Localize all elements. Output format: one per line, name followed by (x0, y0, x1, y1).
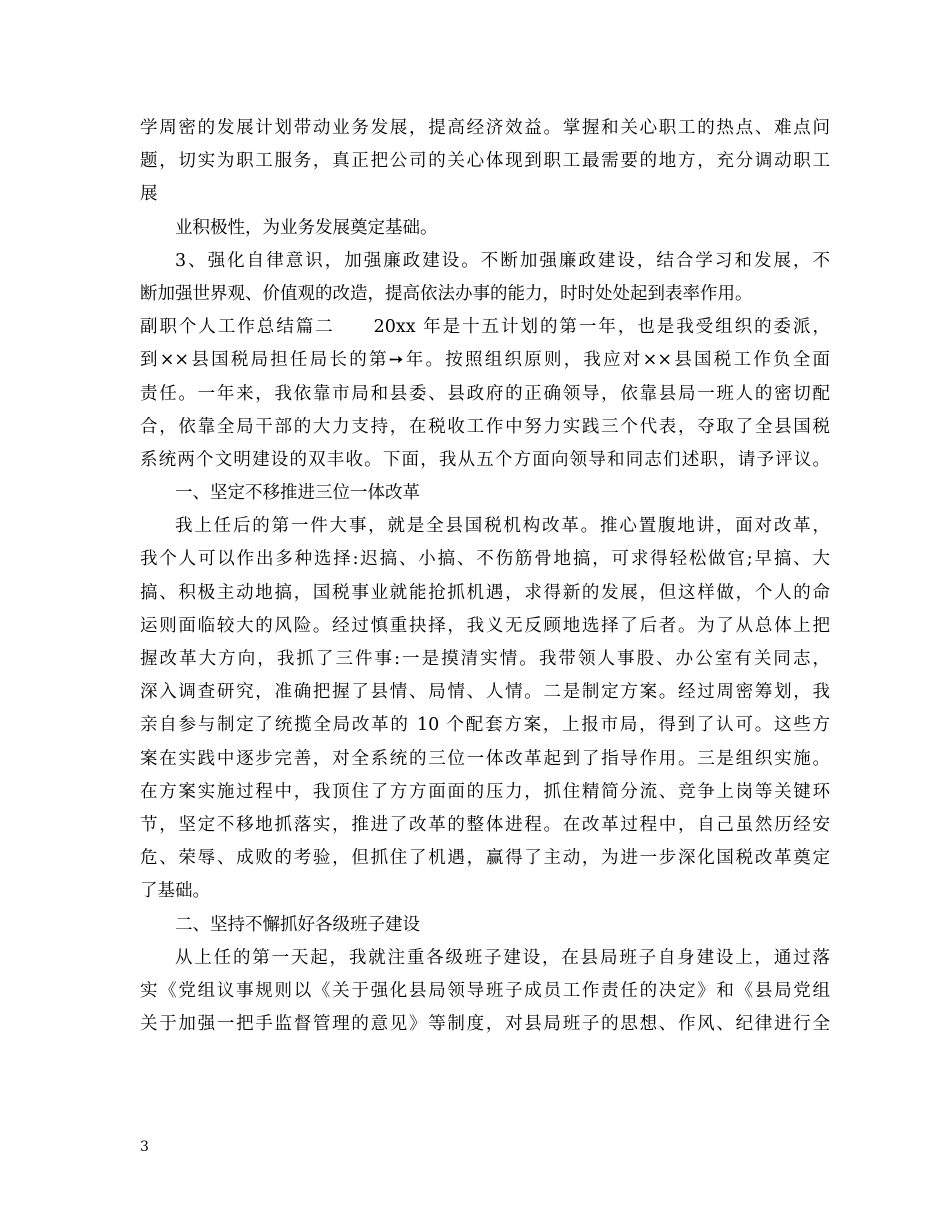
text-line: 了基础。 (140, 881, 210, 902)
text-line: 运则面临较大的风险。经过慎重抉择，我义无反顾地选择了后者。为了从总体上把 (140, 615, 830, 636)
text-line: 从上任的第一天起，我就注重各级班子建设，在县局班子自身建设上，通过落 (175, 947, 830, 968)
text-line: 责任。一年来，我依靠市局和县委、县政府的正确领导，依靠县局一班人的密切配 (140, 383, 830, 404)
text-line: 实《党组议事规则以《关于强化县局领导班子成员工作责任的决定》和《县局党组 (140, 980, 830, 1001)
text-line: 一、坚定不移推进三位一体改革 (175, 483, 420, 504)
page-number: 3 (140, 1139, 149, 1155)
text-line: 副职个人工作总结篇二 20xx 年是十五计划的第一年，也是我受组织的委派， (140, 317, 830, 338)
text-line: 搞、积极主动地搞，国税事业就能抢抓机遇，求得新的发展，但这样做，个人的命 (140, 582, 830, 603)
document-body (140, 112, 830, 1041)
text-line: 合，依靠全局干部的大力支持，在税收工作中努力实践三个代表，夺取了全县国税 (140, 416, 830, 437)
text-line: 学周密的发展计划带动业务发展，提高经济效益。掌握和关心职工的热点、难点问 (140, 118, 830, 138)
text-line: 节，坚定不移地抓落实，推进了改革的整体进程。在改革过程中，自己虽然历经安 (140, 814, 830, 835)
text-line: 握改革大方向，我抓了三件事:一是摸清实情。我带领人事股、办公室有关同志， (140, 649, 830, 669)
text-line: 系统两个文明建设的双丰收。下面，我从五个方面向领导和同志们述职，请予评议。 (140, 449, 830, 470)
text-line: 断加强世界观、价值观的改造，提高依法办事的能力，时时处处起到表率作用。 (140, 283, 753, 304)
text-line: 深入调查研究，准确把握了县情、局情、人情。二是制定方案。经过周密筹划，我 (140, 682, 830, 703)
text-line: 3、强化自律意识，加强廉政建设。不断加强廉政建设，结合学习和发展，不 (175, 250, 830, 271)
text-line: 我上任后的第一件大事，就是全县国税机构改革。推心置腹地讲，面对改革， (175, 516, 830, 537)
text-line: 到××县国税局担任局长的第➙年。按照组织原则，我应对××县国税工作负全面 (140, 350, 830, 371)
text-line: 二、坚持不懈抓好各级班子建设 (175, 914, 420, 935)
text-line: 案在实践中逐步完善，对全系统的三位一体改革起到了指导作用。三是组织实施。 (140, 748, 830, 769)
text-line: 业积极性，为业务发展奠定基础。 (175, 217, 438, 238)
text-line: 我个人可以作出多种选择:迟搞、小搞、不伤筋骨地搞，可求得轻松做官;早搞、大 (140, 549, 830, 570)
text-line: 展 (140, 184, 158, 205)
text-line: 在方案实施过程中，我顶住了方方面面的压力，抓住精简分流、竞争上岗等关键环 (140, 781, 830, 802)
text-line: 题，切实为职工服务，真正把公司的关心体现到职工最需要的地方，充分调动职工 (140, 151, 830, 172)
text-line: 危、荣辱、成败的考验，但抓住了机遇，赢得了主动，为进一步深化国税改革奠定 (140, 848, 830, 869)
text-line: 亲自参与制定了统揽全局改革的 10 个配套方案，上报市局，得到了认可。这些方 (140, 715, 830, 736)
text-line: 关于加强一把手监督管理的意见》等制度，对县局班子的思想、作风、纪律进行全 (140, 1014, 830, 1035)
